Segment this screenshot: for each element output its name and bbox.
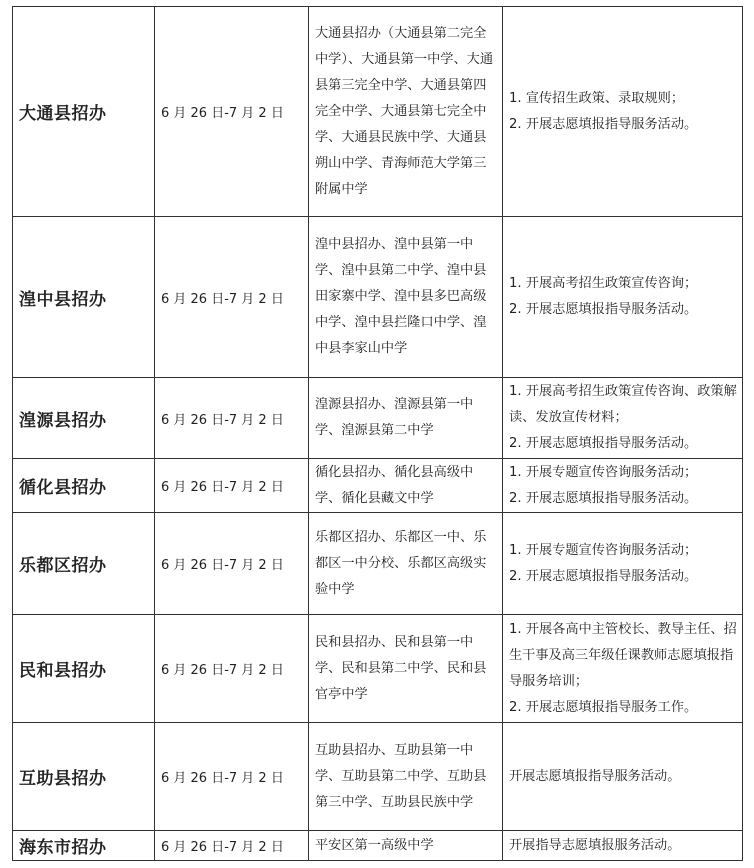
schools-cell: 大通县招办（大通县第二完全中学）、大通县第一中学、大通县第三完全中学、大通县第四完全中学、大通县第七完全中学、大通县民族中学、大通县朔山中学、青海师范大学第三附属中学 (309, 7, 503, 217)
schools-cell: 互助县招办、互助县第一中学、互助县第二中学、互助县第三中学、互助县民族中学 (309, 723, 503, 831)
activities-cell (503, 459, 743, 513)
activity-item: 2. 开展志愿填报指导服务活动。 (509, 490, 698, 506)
activity-item: 1. 宣传招生政策、录取规则； (509, 90, 685, 106)
schools-cell: 民和县招办、民和县第一中学、民和县第二中学、民和县官亭中学 (309, 615, 503, 723)
schedule-table (12, 6, 743, 861)
org-cell: 海东市招办 (13, 831, 155, 861)
table-row (13, 723, 743, 831)
activities-cell (503, 723, 743, 831)
org-cell: 乐都区招办 (13, 513, 155, 615)
schools-cell: 平安区第一高级中学 (309, 831, 503, 861)
date-cell: 6 月 26 日-7 月 2 日 (155, 513, 309, 615)
activities-cell (503, 615, 743, 723)
activities-cell (503, 378, 743, 459)
date-cell: 6 月 26 日-7 月 2 日 (155, 378, 309, 459)
activities-cell (503, 217, 743, 378)
date-cell: 6 月 26 日-7 月 2 日 (155, 459, 309, 513)
org-cell: 互助县招办 (13, 723, 155, 831)
table-row (13, 513, 743, 615)
schools-cell: 循化县招办、循化县高级中学、循化县藏文中学 (309, 459, 503, 513)
date-cell: 6 月 26 日-7 月 2 日 (155, 7, 309, 217)
activities-cell (503, 513, 743, 615)
table-row (13, 615, 743, 723)
table-row (13, 459, 743, 513)
table-row (13, 7, 743, 217)
org-cell: 循化县招办 (13, 459, 155, 513)
activity-item: 2. 开展志愿填报指导服务活动。 (509, 568, 698, 584)
activity-item: 开展志愿填报指导服务活动。 (509, 768, 681, 784)
activities-cell (503, 7, 743, 217)
date-cell: 6 月 26 日-7 月 2 日 (155, 217, 309, 378)
activity-item: 开展指导志愿填报服务活动。 (509, 837, 681, 853)
activity-item: 2. 开展志愿填报指导服务活动。 (509, 302, 698, 317)
activity-item: 2. 开展志愿填报指导服务工作。 (509, 699, 698, 715)
activity-item: 1. 开展各高中主管校长、教导主任、招生干事及高三年级任课教师志愿填报指导服务培训； (509, 621, 737, 689)
table-row (13, 217, 743, 378)
schools-cell: 乐都区招办、乐都区一中、乐都区一中分校、乐都区高级实验中学 (309, 513, 503, 615)
date-cell: 6 月 26 日-7 月 2 日 (155, 831, 309, 861)
schools-cell: 湟源县招办、湟源县第一中学、湟源县第二中学 (309, 378, 503, 459)
activities-cell (503, 831, 743, 861)
schools-cell: 湟中县招办、湟中县第一中学、湟中县第二中学、湟中县田家寨中学、湟中县多巴高级中学、湟中县拦隆口中学、湟中县李家山中学 (309, 217, 503, 378)
activity-item: 1. 开展高考招生政策宣传咨询； (509, 276, 698, 291)
activity-item: 1. 开展高考招生政策宣传咨询、政策解读、发放宣传材料； (509, 384, 737, 425)
activity-item: 1. 开展专题宣传咨询服务活动； (509, 464, 698, 480)
org-cell: 湟源县招办 (13, 378, 155, 459)
activity-item: 2. 开展志愿填报指导服务活动。 (509, 116, 698, 132)
date-cell: 6 月 26 日-7 月 2 日 (155, 615, 309, 723)
date-cell: 6 月 26 日-7 月 2 日 (155, 723, 309, 831)
org-cell: 湟中县招办 (13, 217, 155, 378)
table-row (13, 378, 743, 459)
activity-item: 2. 开展志愿填报指导服务活动。 (509, 436, 698, 451)
activity-item: 1. 开展专题宣传咨询服务活动； (509, 542, 698, 558)
org-cell: 民和县招办 (13, 615, 155, 723)
table-row (13, 831, 743, 861)
org-cell: 大通县招办 (13, 7, 155, 217)
